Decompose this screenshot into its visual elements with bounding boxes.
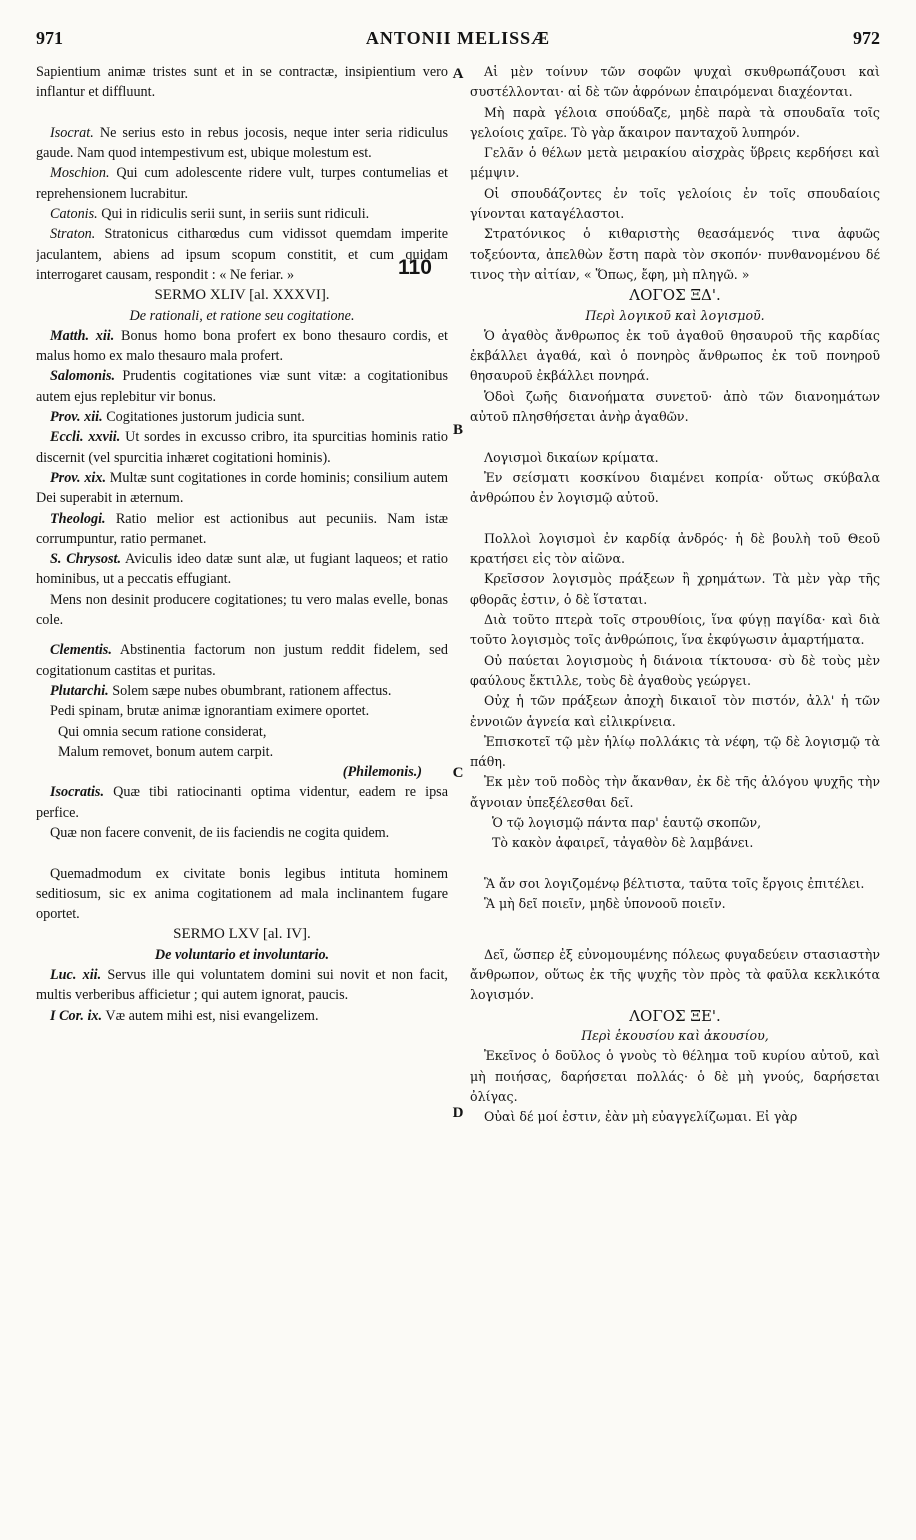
latin-para: Moschion. Qui cum adolescente ridere vult, turpes contumelias et reprehensionem lucrabitur. [36, 165, 448, 202]
logos-heading: ΛΟΓΟΣ ΞΕ'. [629, 1006, 721, 1025]
page-number-right: 972 [853, 28, 880, 48]
latin-para: S. Chrysost. Aviculis ideo datæ sunt alæ, ut fugiant laqueos; et ratio hominibus, ut a peccatis effugiant. [36, 551, 448, 588]
latin-para: Sapientium animæ tristes sunt et in se contractæ, insipientium vero inflantur et diffluunt. [36, 64, 448, 101]
logos-subtitle: Περὶ ἑκουσίου καὶ ἀκουσίου, [581, 1027, 769, 1043]
logos-heading: ΛΟΓΟΣ ΞΔ'. [629, 286, 721, 305]
greek-para: Στρατόνικος ὁ κιθαριστὴς θεασάμενός τινα ἀφυῶς τοξεύοντα, ἀπελθὼν ἔστη παρὰ τὸν σκοπόν· πυνθανομένου δέ τινος τὴν αἰτίαν, « Ὅπως, ἔφη, μὴ πληγῶ. » [470, 226, 880, 282]
latin-para: Catonis. Qui in ridiculis serii sunt, in seriis sunt ridiculi. [50, 206, 370, 223]
margin-mark-c: C [452, 765, 464, 781]
greek-para: Ἐκ μὲν τοῦ ποδὸς τὴν ἄκανθαν, ἐκ δὲ τῆς ἀλόγου ψυχῆς τὴν ἄγνοιαν ὑπεξέλεσθαι δεῖ. [470, 774, 880, 810]
greek-para: Ἐν σείσματι κοσκίνου διαμένει κοπρία· οὕτως σκύβαλα ἀνθρώπου ἐν λογισμῷ αὐτοῦ. [470, 469, 880, 506]
page-number-left: 971 [36, 28, 63, 48]
margin-mark-a: A [452, 66, 464, 82]
greek-para: Ἐκεῖνος ὁ δοῦλος ὁ γνοὺς τὸ θέλημα τοῦ κυρίου αὐτοῦ, καὶ μὴ ποιήσας, δαρήσεται πολλάς· ὁ δὲ μὴ γνούς, δαρήσεται ὀλίγας. [470, 1048, 880, 1104]
latin-para: Theologi. Ratio melior est actionibus aut pecuniis. Nam istæ corrumpuntur, ratio permanet. [36, 510, 448, 547]
latin-para: Pedi spinam, brutæ animæ ignorantiam eximere oportet. [50, 703, 370, 720]
latin-para: Straton. Stratonicus citharœdus cum vidissot quemdam imperite jaculantem, abiens ad ipsum scopum constitit, et cum quidam interrogaret causam, respondit : « Ne feriar. » [36, 226, 448, 283]
latin-para: Salomonis. Prudentis cogitationes viæ sunt vitæ: a cogitationibus autem ejus replebitur vir bonus. [36, 368, 448, 405]
latin-para: Isocratis. Quæ tibi ratiocinanti optima videntur, eadem re ipsa perfice. [36, 784, 448, 821]
latin-para: Luc. xii. Servus ille qui voluntatem domini sui novit et non facit, multis verberibus afficietur ; qui autem ignorat, paucis. [36, 967, 448, 1004]
latin-para: Plutarchi. Solem sæpe nubes obumbrant, rationem affectus. [50, 682, 392, 699]
greek-para: Ἐπισκοτεῖ τῷ μὲν ἡλίῳ πολλάκις τὰ νέφη, τῷ δὲ λογισμῷ τὰ πάθη. [470, 733, 880, 770]
margin-mark-d: D [452, 1105, 464, 1121]
latin-para: Quemadmodum ex civitate bonis legibus intituta hominem seditiosum, sic ex anima cogitationem ad mala inclinantem fugare oportet. [36, 865, 448, 923]
greek-para: Λογισμοὶ δικαίων κρίματα. [484, 449, 659, 465]
page-header [36, 28, 880, 56]
latin-para: I Cor. ix. Væ autem mihi est, nisi evangelizem. [50, 1007, 319, 1024]
latin-para: Clementis. Abstinentia factorum non justum reddit fidelem, sed cogitationum castitas et puritas. [36, 642, 448, 679]
greek-para: Πολλοὶ λογισμοὶ ἐν καρδίᾳ ἀνδρός· ἡ δὲ βουλὴ τοῦ Θεοῦ κρατήσει εἰς τὸν αἰῶνα. [470, 530, 880, 567]
latin-para: Prov. xix. Multæ sunt cogitationes in corde hominis; consilium autem Dei superabit in æternum. [36, 469, 448, 507]
greek-para: Οὐ παύεται λογισμοὺς ἡ διάνοια τίκτουσα· σὺ δὲ τοὺς μὲν φαύλους ἔκτιλλε, τοὺς δὲ ἀγαθοὺς γεώργει. [470, 652, 880, 688]
greek-verse-line: Ὁ τῷ λογισμῷ πάντα παρ' ἑαυτῷ σκοπῶν, [492, 814, 762, 830]
greek-para: Ἃ ἄν σοι λογιζομένῳ βέλτιστα, ταῦτα τοῖς ἔργοις ἐπιτέλει. [484, 875, 865, 891]
sermo-subtitle: De rationali, et ratione seu cogitatione. [129, 307, 355, 324]
greek-para: Δεῖ, ὥσπερ ἐξ εὐνομουμένης πόλεως φυγαδεύειν στασιαστὴν ἄνθρωπον, οὕτως ἐκ τῆς ψυχῆς τὸν πρὸς τὰ φαῦλα κεκλικότα λογισμόν. [470, 946, 880, 1003]
latin-column [36, 62, 448, 1532]
sermo-heading: SERMO LXV [al. IV]. [173, 926, 311, 943]
sermo-heading: SERMO XLIV [al. XXXVI]. [154, 287, 330, 304]
greek-para: Ὁ ἀγαθὸς ἄνθρωπος ἐκ τοῦ ἀγαθοῦ θησαυροῦ τῆς καρδίας ἐκβάλλει ἀγαθά, καὶ ὁ πονηρὸς ἄνθρωπος ἐκ τοῦ πονηροῦ θησαυροῦ ἐκβάλλει πονηρά. [470, 327, 880, 384]
greek-para: Οἱ σπουδάζοντες ἐν τοῖς γελοίοις ἐν τοῖς σπουδαίοις γίνονται καταγέλαστοι. [470, 185, 880, 222]
greek-para: Οὐαὶ δέ μοί ἐστιν, ἐὰν μὴ εὐαγγελίζωμαι. Εἰ γὰρ [484, 1109, 798, 1125]
sermo-subtitle: De voluntario et involuntario. [154, 946, 330, 963]
latin-para: Prov. xii. Cogitationes justorum judicia sunt. [50, 409, 305, 426]
verse-line: Qui omnia secum ratione considerat, [58, 723, 267, 740]
greek-para: Γελᾶν ὁ θέλων μετὰ μειρακίου αἰσχρὰς ὕβρεις κερδήσει καὶ μέμψιν. [470, 145, 880, 181]
greek-para: Διὰ τοῦτο πτερὰ τοῖς στρουθίοις, ἵνα φύγῃ παγίδα· καὶ διὰ τοῦτο λογισμὸς τοῖς ἀνθρώποις, ἵνα ἐκφύγωσιν ἁμαρτήματα. [470, 612, 880, 648]
running-title: ANTONII MELISSÆ [365, 28, 551, 48]
greek-para: Οὐχ ἡ τῶν πράξεων ἀποχὴ δικαιοῖ τὸν πιστόν, ἀλλ' ἡ τῶν ἐννοιῶν ἁγνεία καὶ εἰλικρίνεια. [470, 693, 880, 729]
verse-attribution: (Philemonis.) [342, 764, 422, 781]
latin-para: Isocrat. Ne serius esto in rebus jocosis, neque inter seria ridiculus gaude. Nam quod intempestivum est, ubique molestum est. [36, 124, 448, 162]
greek-para: Αἱ μὲν τοίνυν τῶν σοφῶν ψυχαὶ σκυθρωπάζουσι καὶ συστέλλονται· αἱ δὲ τῶν ἀφρόνων ἐπαιρόμεναι διαχέονται. [470, 64, 880, 100]
greek-para: Ὁδοὶ ζωῆς διανοήματα συνετοῦ· ἀπὸ τῶν διανοημάτων αὐτοῦ πλησθήσεται ἀνὴρ ἀγαθῶν. [470, 388, 880, 425]
latin-para: Eccli. xxvii. Ut sordes in excusso cribro, ita spurcitias hominis ratio discernit (vel spurcitia inhæret cogitationi hominis). [36, 429, 448, 466]
greek-column [470, 62, 880, 1532]
greek-verse-line: Τὸ κακὸν ἀφαιρεῖ, τἀγαθὸν δὲ λαμβάνει. [492, 835, 754, 851]
latin-para: Quæ non facere convenit, de iis faciendis ne cogita quidem. [50, 824, 390, 841]
greek-para: Μὴ παρὰ γέλοια σπούδαζε, μηδὲ παρὰ τὰ σπουδαῖα τοῖς γελοίοις χαῖρε. Τὸ γὰρ ἄκαιρον πανταχοῦ λυπηρόν. [470, 104, 880, 140]
verse-line: Malum removet, bonum autem carpit. [58, 743, 274, 760]
greek-para: Ἃ μὴ δεῖ ποιεῖν, μηδὲ ὑπονοοῦ ποιεῖν. [484, 896, 726, 912]
logos-subtitle: Περὶ λογικοῦ καὶ λογισμοῦ. [585, 307, 765, 323]
latin-para: Matth. xii. Bonus homo bona profert ex bono thesauro cordis, et malus homo ex malo thesauro mala profert. [36, 327, 448, 365]
margin-number-110: 110 [398, 256, 432, 279]
greek-para: Κρεῖσσον λογισμὸς πράξεων ἢ χρημάτων. Τὰ μὲν γὰρ τῆς φθορᾶς ἐστιν, ὁ δὲ ἵσταται. [470, 571, 880, 607]
latin-para: Mens non desinit producere cogitationes; tu vero malas evelle, bonas cole. [36, 591, 448, 629]
margin-mark-b: B [452, 422, 463, 438]
